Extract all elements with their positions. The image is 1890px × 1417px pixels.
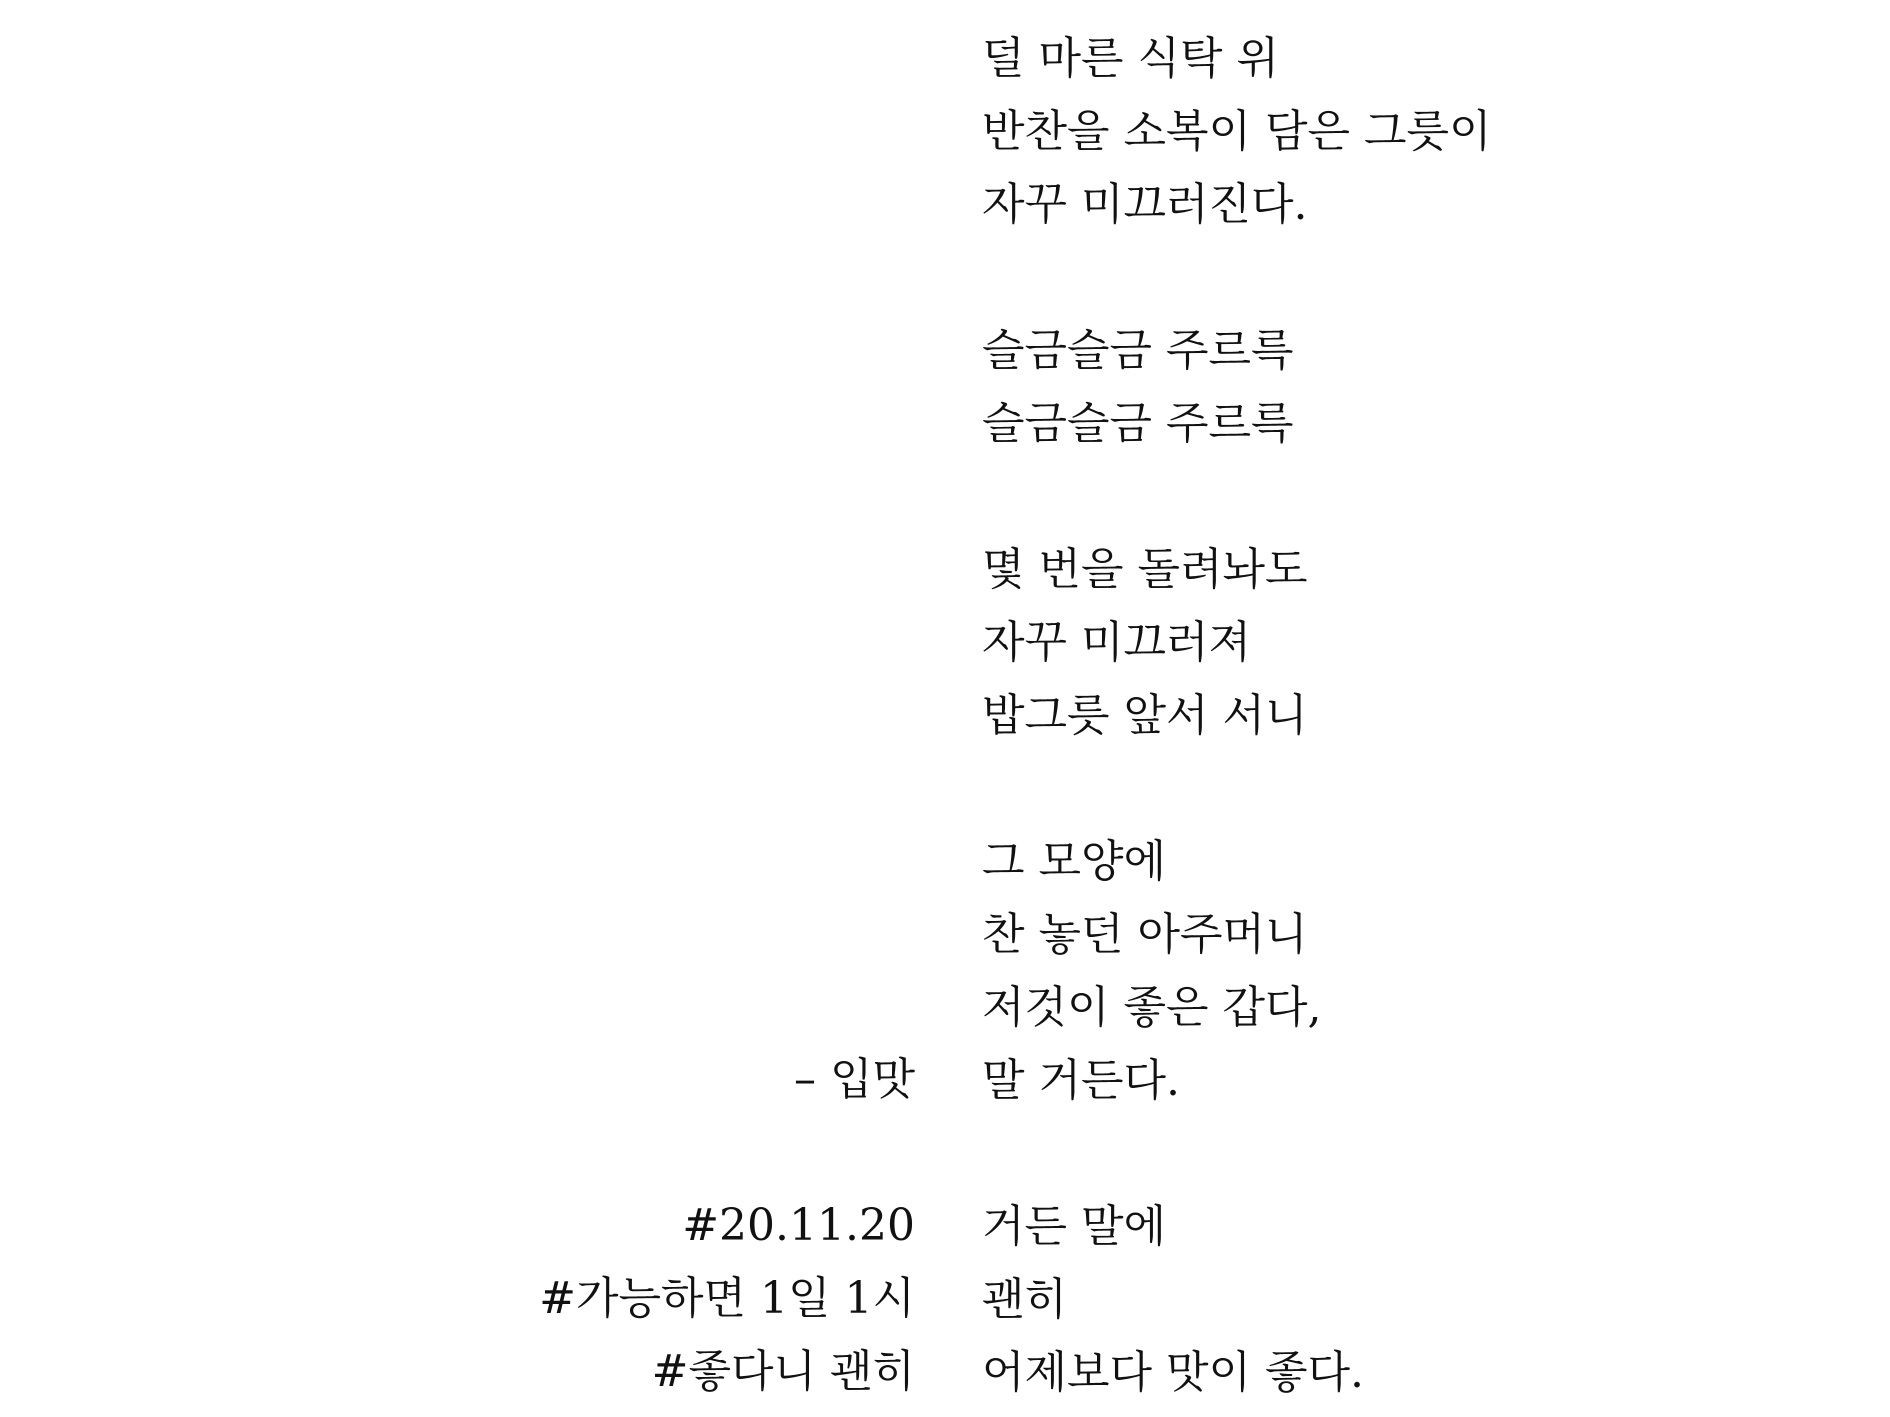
stanza-5 — [982, 1190, 1842, 1409]
hashtag-glad: #좋다니 괜히 — [651, 1346, 915, 1397]
poem-line: 저것이 좋은 갑다, — [982, 982, 1322, 1033]
stanza-3 — [982, 533, 1842, 752]
stanza-gap — [982, 1117, 1842, 1190]
poem-line: 말 거든다. — [982, 1055, 1180, 1106]
poem-title: – 입맛 — [794, 1054, 915, 1105]
stanza-gap — [982, 752, 1842, 825]
poem-line: 자꾸 미끄러진다. — [982, 179, 1308, 230]
stanza-1 — [982, 22, 1842, 241]
stanza-gap — [982, 241, 1842, 314]
poem-line: 덜 마른 식탁 위 — [982, 33, 1279, 84]
poem-line: 괜히 — [982, 1274, 1068, 1325]
poem-body — [982, 22, 1842, 1409]
hashtag-daily: #가능하면 1일 1시 — [539, 1273, 915, 1324]
poem-line: 그 모양에 — [982, 836, 1167, 887]
poem-line: 자꾸 미끄러져 — [982, 617, 1252, 668]
poem-line: 몇 번을 돌려놔도 — [982, 544, 1308, 595]
poem-line: 슬금슬금 주르륵 — [982, 325, 1294, 376]
poem-line: 밥그릇 앞서 서니 — [982, 690, 1308, 741]
stanza-4 — [982, 825, 1842, 1117]
poem-line: 어제보다 맛이 좋다. — [982, 1347, 1364, 1398]
poem-line: 반찬을 소복이 담은 그릇이 — [982, 106, 1492, 157]
poem-line: 거든 말에 — [982, 1201, 1167, 1252]
stanza-gap — [982, 460, 1842, 533]
poem-line: 슬금슬금 주르륵 — [982, 398, 1294, 449]
poem-line: 찬 놓던 아주머니 — [982, 909, 1308, 960]
stanza-2 — [982, 314, 1842, 460]
date-tag: #20.11.20 — [682, 1200, 915, 1251]
